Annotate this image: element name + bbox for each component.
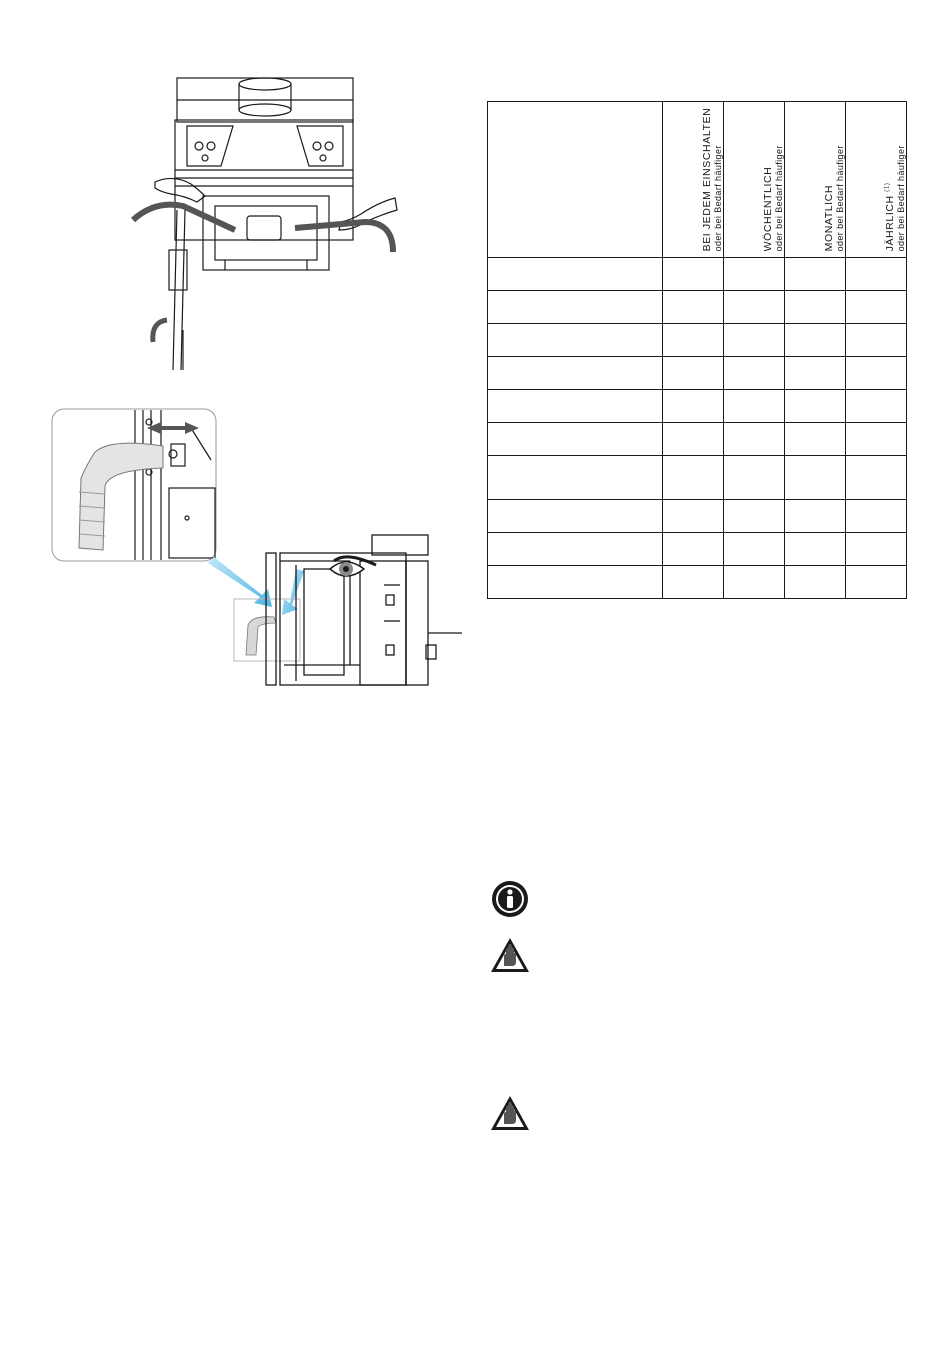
table-checkbox-cell (724, 533, 785, 566)
table-checkbox-cell (724, 324, 785, 357)
table-checkbox-cell (663, 423, 724, 456)
table-row-label-cell (488, 258, 663, 291)
table-checkbox-cell (785, 566, 846, 599)
table-row (488, 291, 907, 324)
table-header-cell (785, 102, 846, 258)
header-sub-text: oder bei Bedarf häufiger (835, 144, 846, 251)
table-checkbox-cell (846, 533, 907, 566)
eye-icon (330, 557, 376, 576)
table-row (488, 566, 907, 599)
header-main-text: MONATLICH (823, 184, 835, 251)
table-row (488, 500, 907, 533)
table-checkbox-cell (785, 456, 846, 500)
table-checkbox-cell (663, 357, 724, 390)
table-checkbox-cell (663, 566, 724, 599)
table-checkbox-cell (663, 324, 724, 357)
header-main-text: WÖCHENTLICH (762, 166, 774, 251)
table-checkbox-cell (663, 500, 724, 533)
table-checkbox-cell (663, 533, 724, 566)
table-checkbox-cell (724, 423, 785, 456)
table-checkbox-cell (724, 456, 785, 500)
table-checkbox-cell (846, 500, 907, 533)
header-main-text: BEI JEDEM EINSCHALTEN (701, 107, 713, 251)
table-row-label-cell (488, 423, 663, 456)
table-checkbox-cell (785, 500, 846, 533)
table-checkbox-cell (846, 566, 907, 599)
table-checkbox-cell (785, 390, 846, 423)
table-checkbox-cell (724, 357, 785, 390)
table-row-label-cell (488, 357, 663, 390)
table-row-label-cell (488, 533, 663, 566)
table-checkbox-cell (846, 357, 907, 390)
header-main-text (884, 103, 896, 251)
table-header-blank (488, 102, 663, 258)
header-sub-text: oder bei Bedarf häufiger (713, 144, 724, 251)
table-checkbox-cell (846, 324, 907, 357)
table-checkbox-cell (846, 258, 907, 291)
table-checkbox-cell (663, 258, 724, 291)
footnote-marker: (1) (884, 182, 891, 192)
illustration-side-view (200, 525, 470, 695)
hand-warning-icon (489, 1094, 531, 1132)
table-row-label-cell (488, 456, 663, 500)
table-checkbox-cell (663, 390, 724, 423)
illustration-vacuum-cleaning (125, 70, 415, 380)
table-row (488, 423, 907, 456)
table-checkbox-cell (846, 390, 907, 423)
table-row-label-cell (488, 500, 663, 533)
table-row (488, 324, 907, 357)
table-checkbox-cell (663, 456, 724, 500)
table-checkbox-cell (724, 258, 785, 291)
table-row-label-cell (488, 324, 663, 357)
table-checkbox-cell (724, 566, 785, 599)
header-main-label: JÄHRLICH (884, 194, 896, 251)
table-checkbox-cell (785, 423, 846, 456)
table-checkbox-cell (785, 357, 846, 390)
table-checkbox-cell (724, 390, 785, 423)
table-row (488, 390, 907, 423)
table-checkbox-cell (785, 258, 846, 291)
table-row (488, 258, 907, 291)
table-checkbox-cell (663, 291, 724, 324)
table-checkbox-cell (846, 423, 907, 456)
table-header-row (488, 102, 907, 258)
table-header-cell (846, 102, 907, 258)
table-row (488, 456, 907, 500)
table-header-cell (663, 102, 724, 258)
table-header-cell (724, 102, 785, 258)
table-checkbox-cell (846, 291, 907, 324)
info-icon (491, 880, 529, 918)
table-row-label-cell (488, 291, 663, 324)
table-row-label-cell (488, 566, 663, 599)
hand-warning-icon (489, 936, 531, 974)
table-checkbox-cell (785, 291, 846, 324)
header-sub-text: oder bei Bedarf häufiger (896, 144, 907, 251)
table-row (488, 357, 907, 390)
illustration-handle-detail (51, 408, 217, 562)
table-checkbox-cell (785, 324, 846, 357)
table-row (488, 533, 907, 566)
table-checkbox-cell (724, 291, 785, 324)
table-checkbox-cell (724, 500, 785, 533)
table-checkbox-cell (785, 533, 846, 566)
table-row-label-cell (488, 390, 663, 423)
header-sub-text: oder bei Bedarf häufiger (774, 144, 785, 251)
table-checkbox-cell (846, 456, 907, 500)
maintenance-schedule-table (487, 101, 907, 599)
